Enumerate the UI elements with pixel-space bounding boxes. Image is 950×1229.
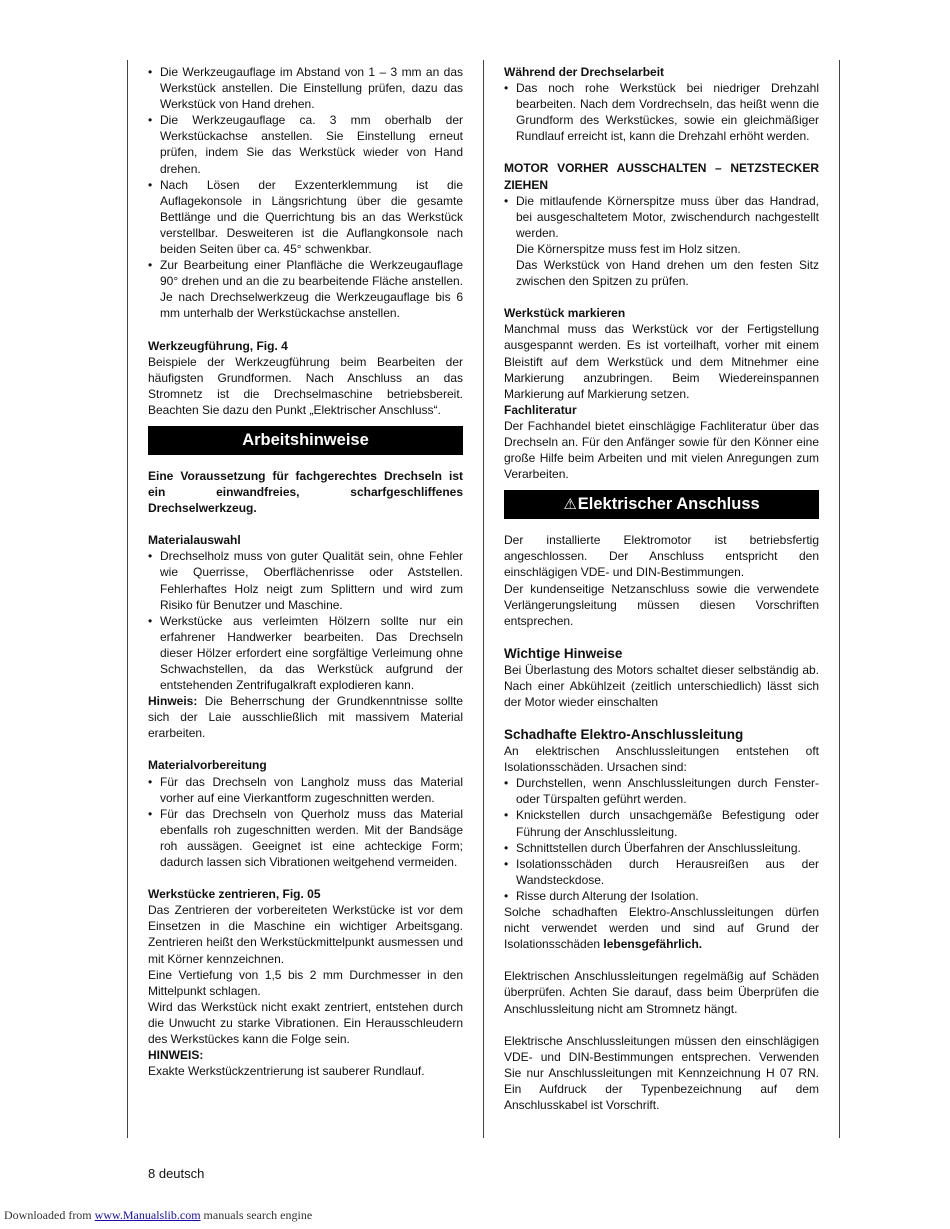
heading-wichtige-hinweise: Wichtige Hinweise (504, 645, 623, 661)
list-item: • Die Werkzeugauflage ca. 3 mm oberhalb der Werkstückachse anstellen. Sie Einstellung erneut prüfen, indem Sie das Werkstück wieder von Hand drehen. (148, 112, 463, 176)
paragraph-markieren: Manchmal muss das Werkstück vor der Fertigstellung ausgespannt werden. Es ist vorteilhaft, vorher mit einem Bleistift auf dem Werkstück und dem Mitnehmer eine Markierung anzubringen. Beim Wiedereinspannen Markierung auf Markierung setzen. (504, 322, 819, 401)
heading-werkzeugfuehrung: Werkzeugführung, Fig. 4 (148, 338, 288, 353)
materialauswahl-list (148, 548, 463, 693)
heading-markieren: Werkstück markieren (504, 306, 626, 321)
list-item: • Nach Lösen der Exzenterklemmung ist die Auflagekonsole in Längsrichtung über die gesamte Bettlänge und die Querrichtung bis an das Werkstück verstellbar. Desweiteren ist die Auflangkonsole nach beiden Seiten über ca. 45° schwenkbar. (148, 177, 463, 257)
paragraph-vde: Elektrische Anschlussleitungen müssen den einschlägigen VDE- und DIN-Bestimmungen entsprechen. Verwenden Sie nur Anschlussleitungen mit Kennzeichnung H 07 RN. Ein Aufdruck der Typenbezeichnung auf dem Anschlusskabel ist Vorschrift. (504, 1033, 819, 1112)
paragraph-wichtige-hinweise: Bei Überlastung des Motors schaltet dieser selbständig ab. Nach einer Abkühlzeit (zeitlich unterschiedlich) lässt sich der Motor wieder einschalten (504, 662, 819, 709)
paragraph-zentrieren-2: Eine Vertiefung von 1,5 bis 2 mm Durchmesser in den Mittelpunkt schlagen. (148, 967, 463, 998)
list-item: • Knickstellen durch unsachgemäße Befestigung oder Führung der Anschlussleitung. (504, 807, 819, 839)
list-item: • Schnittstellen durch Überfahren der Anschlussleitung. (504, 840, 819, 856)
list-item: • Isolationsschäden durch Herausreißen aus der Wandsteckdose. (504, 856, 819, 888)
list-item: • Werkstücke aus verleimten Hölzern sollte nur ein erfahrener Handwerker bearbeiten. Das Drechseln dieser Hölzer erfordert eine sorgfältige Verleimung ohne Schwachstellen, da das Werkstück aufgrund der entstehenden Zentrifugalkraft explodieren kann. (148, 613, 463, 693)
right-border-line (839, 60, 840, 1138)
heading-materialauswahl: Materialauswahl (148, 533, 241, 548)
list-item: • Risse durch Alterung der Isolation. (504, 888, 819, 904)
banner-label: Arbeitshinweise (242, 430, 369, 449)
materialvorbereitung-list (148, 774, 463, 871)
motor-list (504, 193, 819, 241)
paragraph-regelmaessig: Elektrischen Anschlussleitungen regelmäßig auf Schäden überprüfen. Achten Sie darauf, dass beim Überprüfen die Anschlussleitung nicht am Stromnetz hängt. (504, 969, 819, 1016)
hinweis-text: Die Beherrschung der Grundkenntnisse sollte sich der Laie ausschließlich mit massivem Material erarbeiten. (148, 694, 463, 741)
left-border-line (127, 60, 128, 1138)
heading-fachliteratur: Fachliteratur (504, 402, 577, 417)
motor-bullet-text: Die mitlaufende Körnerspitze muss über das Handrad, bei ausgeschaltetem Motor, zwischendurch nachgestellt werden. (516, 193, 819, 240)
hinweis2-text: Exakte Werkstückzentrierung ist sauberer Rundlauf. (148, 1064, 425, 1079)
motor-sub-2: Das Werkstück von Hand drehen um den festen Sitz zwischen den Spitzen zu prüfen. (516, 258, 819, 289)
list-item (504, 193, 819, 241)
motor-sub-1: Die Körnerspitze muss fest im Holz sitzen. (516, 241, 741, 256)
paragraph-werkzeugfuehrung: Beispiele der Werkzeugführung beim Bearbeiten der häufigsten Grundformen. Nach Anschluss an das Stromnetz ist die Drechselmaschine betriebsbereit. Beachten Sie dazu den Punkt „Elektrischer Anschluss“. (148, 354, 463, 417)
hinweis-paragraph (148, 693, 463, 741)
paragraph-anschluss-2: Der kundenseitige Netzanschluss sowie die verwendete Verlängerungsleitung müssen diesen Vorschriften entsprechen. (504, 581, 819, 628)
intro-bold-paragraph: Eine Voraussetzung für fachgerechtes Drechseln ist ein einwandfreies, scharfgeschliffenes Drechselwerkzeug. (148, 468, 463, 516)
list-item: • Drechselholz muss von guter Qualität sein, ohne Fehler wie Querrisse, Oberflächenrisse oder Aststellen. Fehlerhaftes Holz neigt zum Splittern und wird zum Risiko für Benutzer und Maschine. (148, 548, 463, 612)
column-divider-line (483, 60, 484, 1138)
heading-waehrend: Während der Drechselarbeit (504, 65, 665, 79)
warning-triangle-icon: ⚠ (563, 496, 577, 514)
solche-bold-text: lebensgefährlich. (603, 937, 703, 952)
heading-materialvorbereitung: Materialvorbereitung (148, 758, 267, 773)
right-column (504, 64, 819, 1113)
download-prefix: Downloaded from (4, 1208, 95, 1222)
paragraph-fachliteratur: Der Fachhandel bietet einschlägige Fachliteratur über das Drechseln an. Für den Anfänger sowie für den Könner eine große Hilfe beim Arbeiten und mit vielen Anregungen zum Verarbeiten. (504, 418, 819, 482)
heading-motor: MOTOR VORHER AUSSCHALTEN – NETZSTECKER ZIEHEN (504, 161, 819, 192)
solche-text: Solche schadhaften Elektro-Anschlussleitungen dürfen nicht verwendet werden und sind auf Grund der Isolationsschäden (504, 905, 819, 952)
paragraph-solche (504, 904, 819, 952)
paragraph-anschluss-1: Der installierte Elektromotor ist betriebsfertig angeschlossen. Der Anschluss entspricht den einschlägigen VDE- und DIN-Bestimmungen. (504, 533, 819, 580)
hinweis2-label: HINWEIS: (148, 1048, 204, 1063)
auflage-list (148, 64, 463, 322)
paragraph-zentrieren-1: Das Zentrieren der vorbereiteten Werkstücke ist vor dem Einsetzen in die Maschine ein wichtiger Arbeitsgang. Zentrieren heißt den Werkstückmittelpunkt ausmessen und mit Körner kennzeichnen. (148, 903, 463, 966)
banner-elektrischer-anschluss (504, 490, 819, 519)
manualslib-link[interactable]: www.Manualslib.com (94, 1208, 201, 1222)
banner-arbeitshinweise (148, 426, 463, 455)
banner-label: Elektrischer Anschluss (577, 495, 760, 514)
list-item: • Für das Drechseln von Langholz muss das Material vorher auf eine Vierkantform zugeschnitten werden. (148, 774, 463, 806)
left-column (148, 64, 463, 1079)
heading-schadhafte-leitung: Schadhafte Elektro-Anschlussleitung (504, 727, 744, 743)
page-number: 8 deutsch (148, 1166, 205, 1181)
download-notice (4, 1208, 312, 1223)
download-suffix: manuals search engine (200, 1208, 313, 1222)
heading-zentrieren: Werkstücke zentrieren, Fig. 05 (148, 887, 321, 902)
waehrend-list (504, 80, 819, 144)
hinweis-label: Hinweis: (148, 694, 198, 709)
list-item: • Zur Bearbeitung einer Planfläche die Werkzeugauflage 90° drehen und an die zu bearbeitende Fläche anstellen. Je nach Drechselwerkzeug die Werkzeugauflage bis 6 mm unterhalb der Werkstückachse anstellen. (148, 257, 463, 321)
paragraph-schadhafte: An elektrischen Anschlussleitungen entstehen oft Isolationsschäden. Ursachen sind: (504, 744, 819, 775)
schadhafte-list (504, 775, 819, 904)
list-item: • Die Werkzeugauflage im Abstand von 1 – 3 mm an das Werkstück anstellen. Die Einstellung prüfen, dazu das Werkstück von Hand drehen. (148, 64, 463, 112)
list-item: • Das noch rohe Werkstück bei niedriger Drehzahl bearbeiten. Nach dem Vordrechseln, das heißt wenn die Grundform des Werkstückes, sowie ein gleichmäßiger Rundlauf erreicht ist, kann die Drehzahl erhöht werden. (504, 80, 819, 144)
paragraph-zentrieren-3: Wird das Werkstück nicht exakt zentriert, entstehen durch die Unwucht zu starke Vibrationen. Ein Herausschleudern des Werkstückes kann die Folge sein. (148, 999, 463, 1046)
list-item: • Durchstellen, wenn Anschlussleitungen durch Fenster- oder Türspalten geführt werden. (504, 775, 819, 807)
list-item: • Für das Drechseln von Querholz muss das Material ebenfalls roh zugeschnitten werden. Mit der Bandsäge roh aussägen. Geeignet ist eine achteckige Form; dadurch lassen sich Vibrationen weitgehend vermeiden. (148, 806, 463, 870)
